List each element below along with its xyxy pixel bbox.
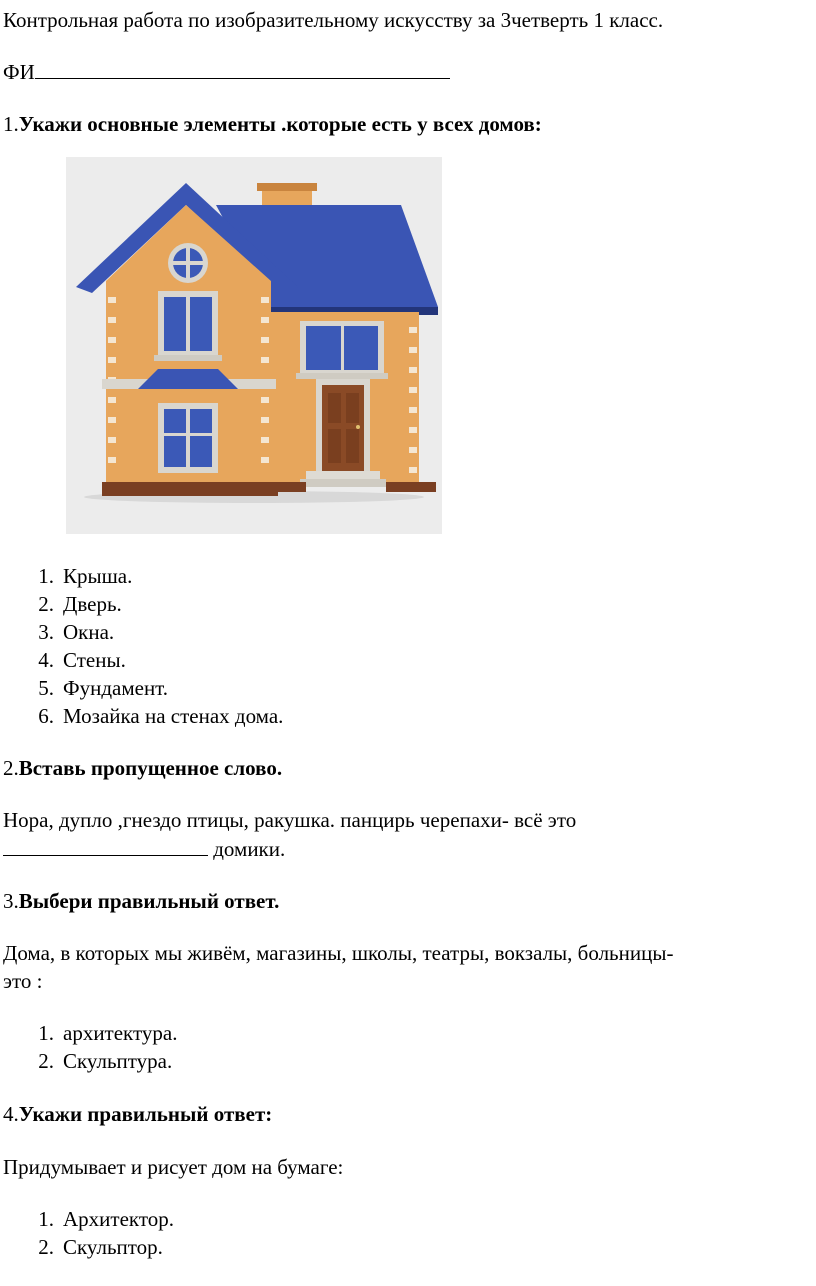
name-label: ФИ xyxy=(3,60,35,84)
name-blank-line xyxy=(35,58,450,79)
house-illustration xyxy=(66,157,442,534)
question-4-prompt: Укажи правильный ответ: xyxy=(18,1102,273,1126)
question-2-text-line-2: домики. xyxy=(3,835,285,863)
question-1-prompt: Укажи основные элементы .которые есть у всех домов: xyxy=(18,112,542,136)
question-2-heading xyxy=(3,754,282,782)
question-3-prompt: Выбери правильный ответ. xyxy=(18,889,280,913)
name-field-row xyxy=(3,58,450,86)
house-icon xyxy=(66,157,442,534)
question-2-text-line-1: Нора, дупло ,гнездо птицы, ракушка. панцирь черепахи- всё это xyxy=(3,808,577,832)
worksheet-title: Контрольная работа по изобразительному искусству за 3четверть 1 класс. xyxy=(3,8,664,32)
question-3-text-line-1: Дома, в которых мы живём, магазины, школы, театры, вокзалы, больницы- xyxy=(3,941,674,965)
question-4-text-line-1: Придумывает и рисует дом на бумаге: xyxy=(3,1155,344,1179)
question-1-heading xyxy=(3,110,542,138)
answer-blank-line xyxy=(3,835,208,856)
question-3-number: 3. xyxy=(3,889,19,913)
question-3-text-line-2: это : xyxy=(3,969,43,993)
question-4-number: 4. xyxy=(3,1102,19,1126)
question-1-number: 1. xyxy=(3,112,19,136)
question-3-heading xyxy=(3,887,279,915)
question-4-heading xyxy=(3,1100,272,1128)
question-2-prompt: Вставь пропущенное слово. xyxy=(18,756,283,780)
question-2-number: 2. xyxy=(3,756,19,780)
